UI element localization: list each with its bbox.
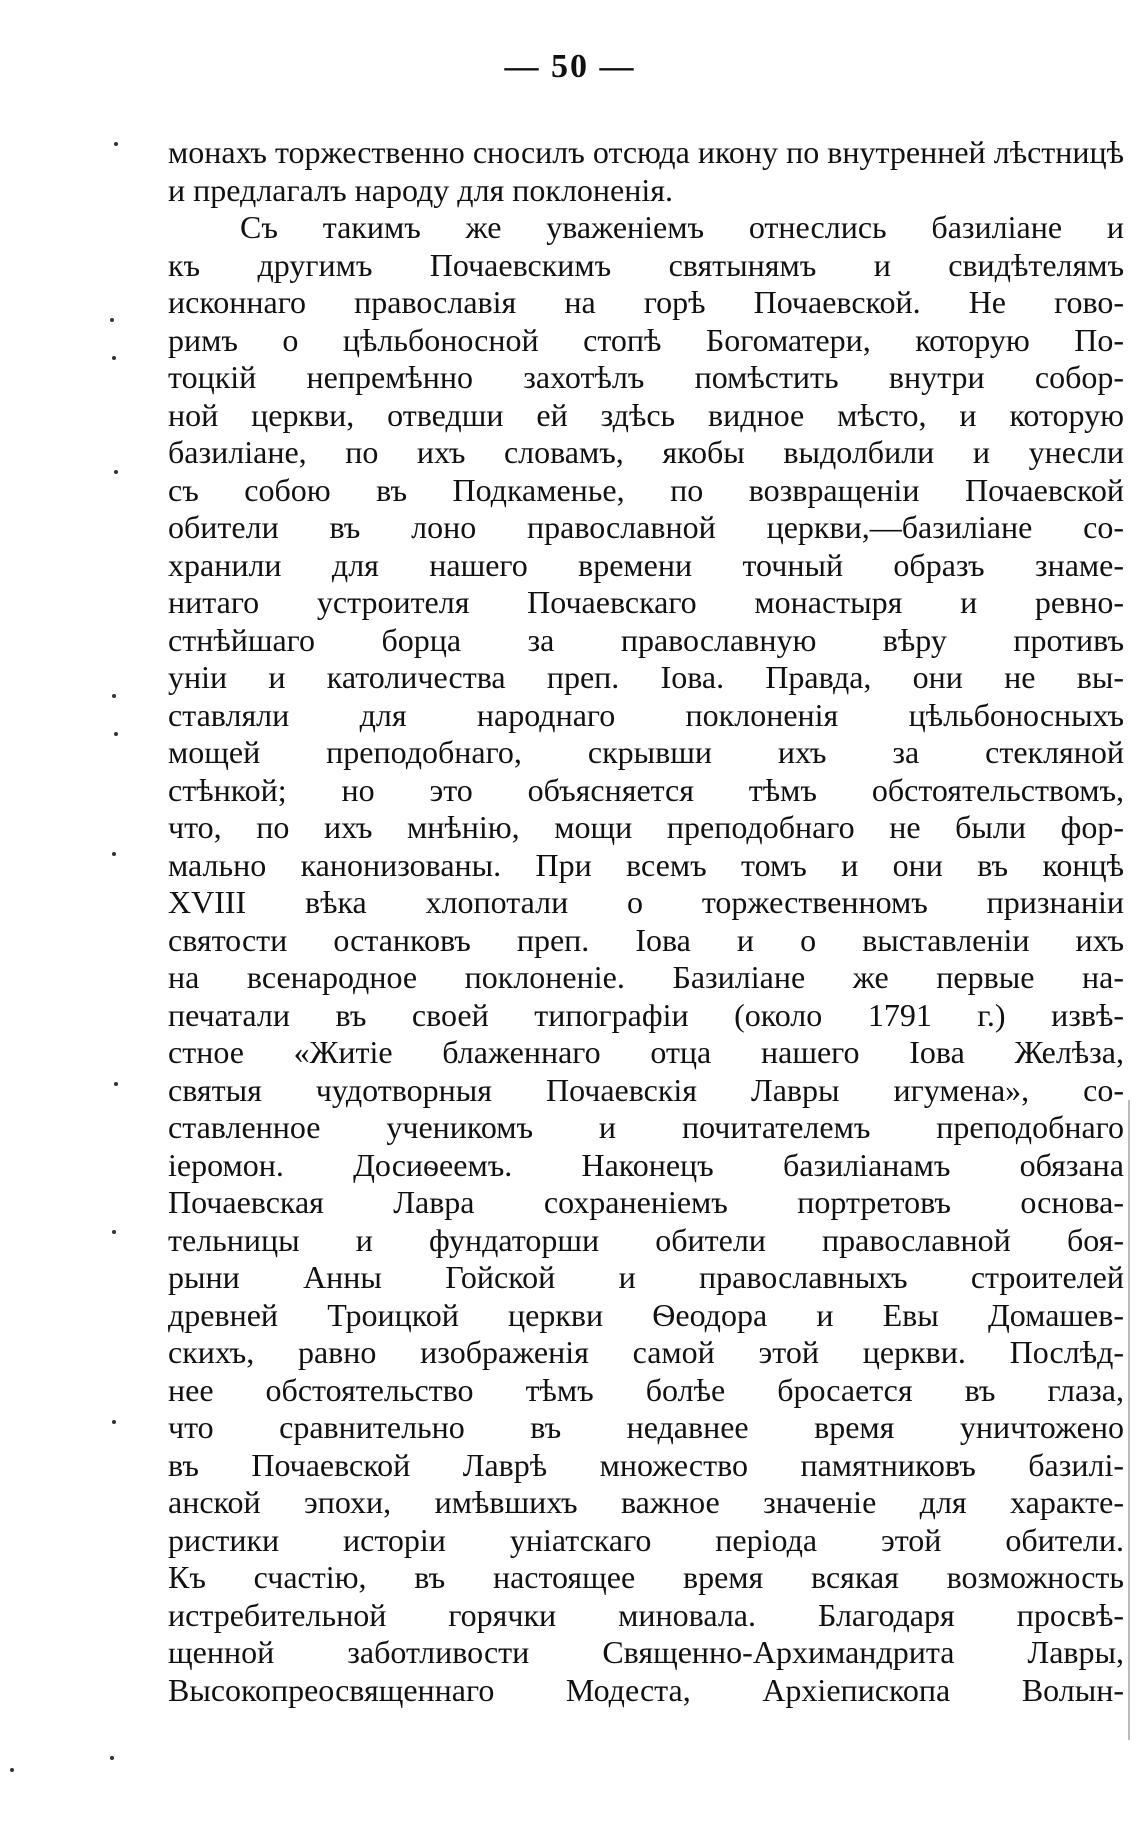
text-line: древней Троицкой церкви Ѳеодора и Евы Домашев- xyxy=(168,1296,1124,1333)
margin-mark xyxy=(10,1768,14,1772)
margin-mark xyxy=(112,852,116,856)
margin-mark xyxy=(110,1756,114,1760)
text-line: ристики исторіи уніатскаго періода этой обители. xyxy=(168,1521,1124,1558)
text-line: XVIII вѣка хлопотали о торжественномъ признаніи xyxy=(168,884,1124,920)
margin-mark xyxy=(114,142,118,146)
text-line: тоцкій непремѣнно захотѣлъ помѣстить внутри собор- xyxy=(168,359,1124,395)
text-line: базиліане, по ихъ словамъ, якобы выдолбили и унесли xyxy=(168,434,1124,470)
margin-mark xyxy=(112,356,116,360)
text-line: Почаевская Лавра сохраненіемъ портретовъ основа- xyxy=(168,1184,1124,1220)
page-number: — 50 — xyxy=(504,48,636,85)
text-line: стное «Житіе блаженнаго отца нашего Іова Желѣза, xyxy=(168,1034,1124,1070)
text-line: мощей преподобнаго, скрывши ихъ за стекляной xyxy=(168,734,1124,770)
text-line: уніи и католичества преп. Іова. Правда, они не вы- xyxy=(168,659,1124,695)
text-line: что, по ихъ мнѣнію, мощи преподобнаго не были фор- xyxy=(168,809,1124,845)
body-text xyxy=(168,134,1124,1709)
text-line: рыни Анны Гойской и православныхъ строителей xyxy=(168,1259,1124,1295)
margin-mark xyxy=(112,1420,116,1424)
text-line: что сравнительно въ недавнее время уничтожено xyxy=(168,1409,1124,1445)
text-line: обители въ лоно православной церкви,—базиліане со- xyxy=(168,509,1124,545)
text-line: ставленное ученикомъ и почитателемъ преподобнаго xyxy=(168,1109,1124,1145)
text-line: Высокопреосвященнаго Модеста, Архіепископа Волын- xyxy=(168,1671,1124,1708)
margin-mark xyxy=(114,732,118,736)
text-line: скихъ, равно изображенія самой этой церкви. Послѣд- xyxy=(168,1334,1124,1370)
text-line: нее обстоятельство тѣмъ болѣе бросается въ глаза, xyxy=(168,1371,1124,1408)
text-line: истребительной горячки миновала. Благодаря просвѣ- xyxy=(168,1596,1124,1633)
margin-mark xyxy=(114,1082,118,1086)
text-line: анской эпохи, имѣвшихъ важное значеніе для характе- xyxy=(168,1484,1124,1520)
text-line: Къ счастію, въ настоящее время всякая возможность xyxy=(168,1559,1124,1595)
text-line: хранили для нашего времени точный образъ знаме- xyxy=(168,546,1124,583)
text-line: печатали въ своей типографіи (около 1791 г.) извѣ- xyxy=(168,996,1124,1033)
text-line: мально канонизованы. При всемъ томъ и они въ концѣ xyxy=(168,846,1124,883)
text-line xyxy=(168,209,1124,247)
text-line: къ другимъ Почаевскимъ святынямъ и свидѣтелямъ xyxy=(168,246,1124,283)
text-line: святости останковъ преп. Іова и о выставленіи ихъ xyxy=(168,921,1124,958)
text-line: іеромон. Досиѳеемъ. Наконецъ базиліанамъ обязана xyxy=(168,1146,1124,1183)
text-line: щенной заботливости Священно-Архимандрита Лавры, xyxy=(168,1634,1124,1670)
text-line: святыя чудотворныя Почаевскія Лавры игумена», со- xyxy=(168,1071,1124,1108)
text-line: съ собою въ Подкаменье, по возвращеніи Почаевской xyxy=(168,471,1124,508)
text-line: на всенародное поклоненіе. Базиліане же первые на- xyxy=(168,959,1124,995)
margin-mark xyxy=(110,318,114,322)
text-line-content: Съ такимъ же уваженіемъ отнеслись базиліане и xyxy=(240,209,1124,245)
text-line: стѣнкой; но это объясняется тѣмъ обстоятельствомъ, xyxy=(168,771,1124,808)
text-line: въ Почаевской Лаврѣ множество памятниковъ базилі- xyxy=(168,1446,1124,1483)
text-line: монахъ торжественно сносилъ отсюда икону по внутренней лѣстницѣ и предлагалъ народу для поклоненія. xyxy=(168,134,1124,208)
text-line: исконнаго православія на горѣ Почаевской. Не гово- xyxy=(168,284,1124,320)
margin-mark xyxy=(114,470,118,474)
margin-mark xyxy=(112,694,116,698)
text-line: стнѣйшаго борца за православную вѣру противъ xyxy=(168,621,1124,658)
margin-mark xyxy=(112,1230,116,1234)
text-line: ной церкви, отведши ей здѣсь видное мѣсто, и которую xyxy=(168,396,1124,433)
page-edge-rule xyxy=(1128,1100,1130,1740)
text-line: ставляли для народнаго поклоненія цѣльбоносныхъ xyxy=(168,696,1124,733)
text-line: нитаго устроителя Почаевскаго монастыря и ревно- xyxy=(168,584,1124,620)
text-line: римъ о цѣльбоносной стопѣ Богоматери, которую По- xyxy=(168,321,1124,358)
text-line: тельницы и фундаторши обители православной боя- xyxy=(168,1221,1124,1258)
